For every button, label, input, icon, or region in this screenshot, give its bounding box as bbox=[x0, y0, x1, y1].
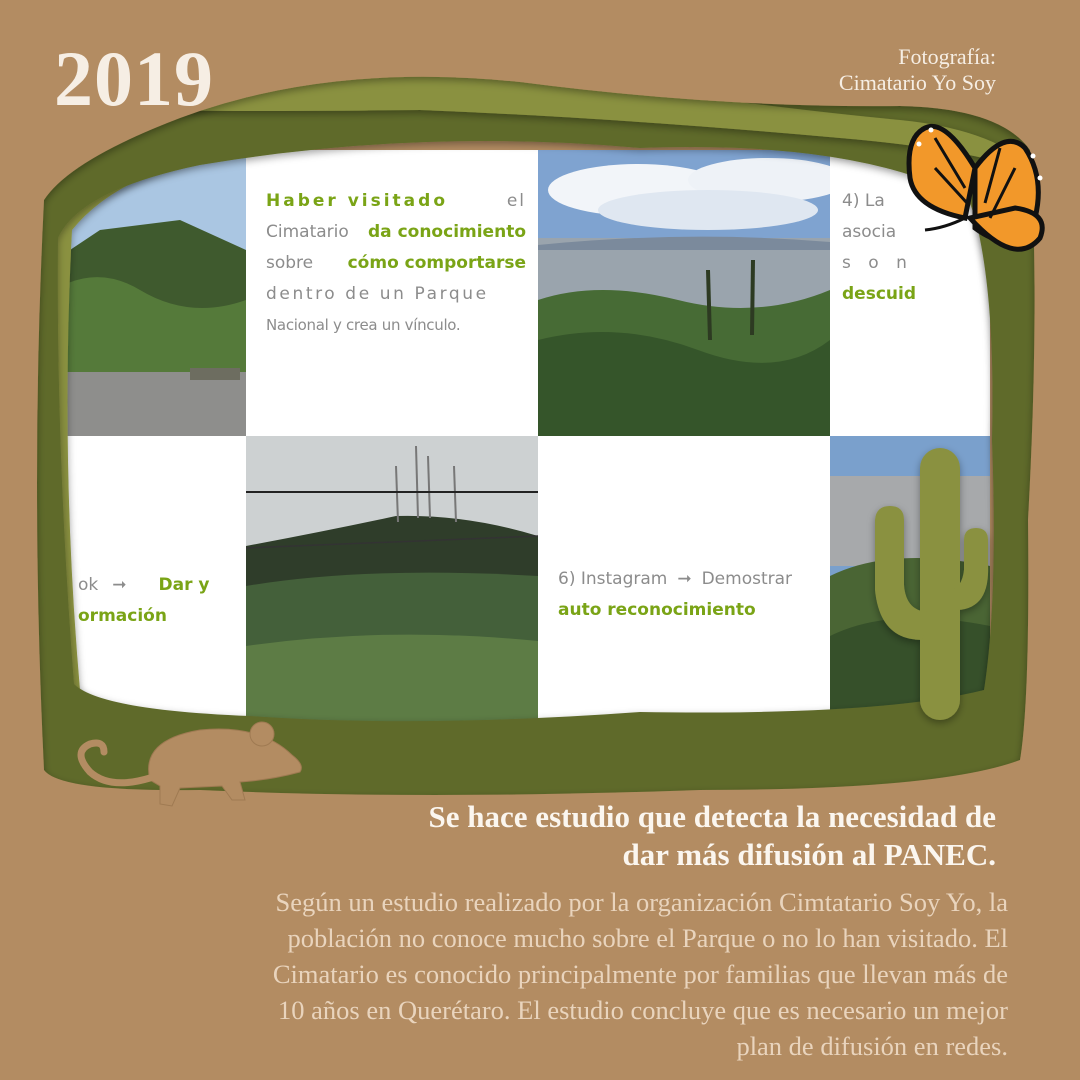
p3-text-2: Cimatario bbox=[266, 222, 349, 242]
year-title: 2019 bbox=[54, 35, 214, 122]
arrow-icon: ➞ bbox=[112, 575, 127, 595]
headline-line-1: Se hace estudio que detecta la necesidad de bbox=[428, 799, 996, 834]
body-line-2: población no conoce mucho sobre el Parque o no lo han visitado. El bbox=[287, 923, 1008, 953]
p3-text-1: el bbox=[506, 191, 526, 211]
p4-text-1: 4) La bbox=[842, 191, 885, 211]
p6-highlight-1: auto reconocimiento bbox=[558, 600, 756, 620]
p5-text-1: ok bbox=[78, 575, 99, 595]
p3-highlight-2: da conocimiento bbox=[368, 222, 526, 242]
headline-line-2: dar más difusión al PANEC. bbox=[622, 837, 996, 872]
body-line-3: Cimatario es conocido principalmente por familias que llevan más de bbox=[272, 959, 1008, 989]
p5-highlight-1: Dar y bbox=[158, 575, 210, 595]
headline bbox=[276, 798, 996, 874]
p4-highlight-1: descuid bbox=[842, 284, 916, 304]
p6-text-1: 6) Instagram bbox=[558, 569, 668, 589]
p3-text-3: sobre bbox=[266, 253, 314, 273]
p5-highlight-2: ormación bbox=[78, 606, 167, 626]
p4-text-3: s o n bbox=[842, 253, 913, 273]
credit-source: Cimatario Yo Soy bbox=[838, 70, 996, 95]
body-line-1: Según un estudio realizado por la organización Cimtatario Soy Yo, la bbox=[275, 887, 1008, 917]
body-line-4: 10 años en Querétaro. El estudio concluye que es necesario un mejor bbox=[278, 995, 1008, 1025]
p3-highlight-3: cómo comportarse bbox=[347, 253, 526, 273]
cactus-icon bbox=[875, 448, 988, 720]
body-text bbox=[58, 884, 1008, 1064]
credit-label: Fotografía: bbox=[898, 44, 996, 69]
photo-credit bbox=[839, 44, 996, 96]
p3-text-4: dentro de un Parque bbox=[266, 284, 489, 304]
arrow-icon: ➞ bbox=[677, 569, 692, 589]
p3-text-5: Nacional y crea un vínculo. bbox=[266, 316, 461, 334]
body-line-5: plan de difusión en redes. bbox=[736, 1031, 1008, 1061]
p6-text-2: Demostrar bbox=[701, 569, 793, 589]
p3-highlight-1: Haber visitado bbox=[266, 191, 449, 211]
p4-text-2: asocia bbox=[842, 222, 897, 242]
